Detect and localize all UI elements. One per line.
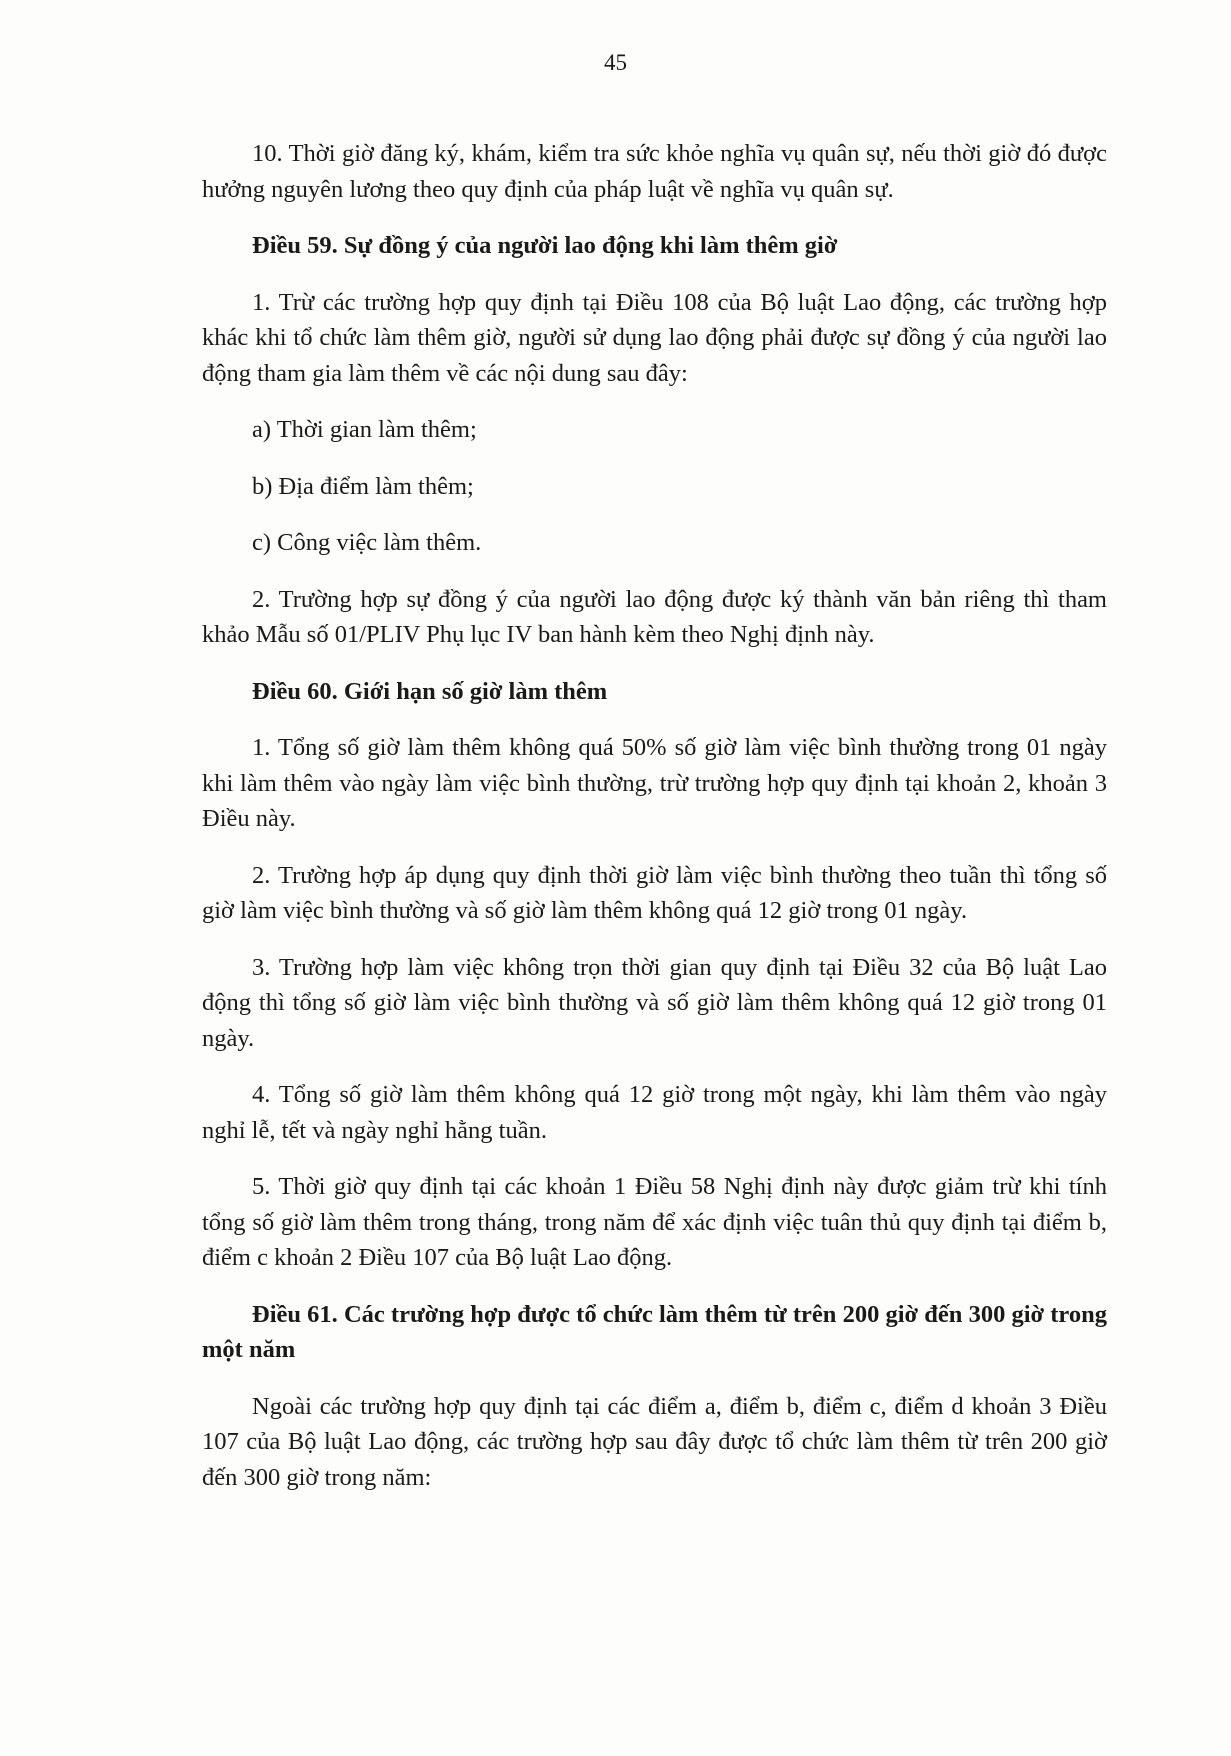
list-item-b: b) Địa điểm làm thêm; — [252, 472, 474, 500]
list-item-a: a) Thời gian làm thêm; — [252, 416, 477, 443]
document-body — [202, 136, 1107, 1516]
paragraph-dieu-60-khoan-3: 3. Trường hợp làm việc không trọn thời gian quy định tại Điều 32 của Bộ luật Lao động thì tổng số giờ làm việc bình thường và số giờ làm thêm không quá 12 giờ trong 01 ngày. — [202, 953, 1107, 1052]
paragraph-dieu-59-khoan-2: 2. Trường hợp sự đồng ý của người lao động được ký thành văn bản riêng thì tham khảo Mẫu số 01/PLIV Phụ lục IV ban hành kèm theo Nghị định này. — [202, 585, 1107, 648]
heading-dieu-59: Điều 59. Sự đồng ý của người lao động khi làm thêm giờ — [252, 232, 838, 259]
heading-dieu-60: Điều 60. Giới hạn số giờ làm thêm — [252, 677, 608, 705]
page-number: 45 — [604, 50, 627, 75]
paragraph-dieu-59-khoan-1: 1. Trừ các trường hợp quy định tại Điều 108 của Bộ luật Lao động, các trường hợp khác khi tổ chức làm thêm giờ, người sử dụng lao động phải được sự đồng ý của người lao động tham gia làm thêm về các nội dung sau đây: — [202, 288, 1107, 387]
paragraph-dieu-60-khoan-5: 5. Thời giờ quy định tại các khoản 1 Điều 58 Nghị định này được giảm trừ khi tính tổng số giờ làm thêm trong tháng, trong năm để xác định việc tuân thủ quy định tại điểm b, điểm c khoản 2 Điều 107 của Bộ luật Lao động. — [202, 1173, 1107, 1271]
paragraph-khoan-10: 10. Thời giờ đăng ký, khám, kiểm tra sức khỏe nghĩa vụ quân sự, nếu thời giờ đó được hưởng nguyên lương theo quy định của pháp luật về nghĩa vụ quân sự. — [202, 140, 1107, 203]
paragraph-dieu-61-intro: Ngoài các trường hợp quy định tại các điểm a, điểm b, điểm c, điểm d khoản 3 Điều 107 của Bộ luật Lao động, các trường hợp sau đây được tổ chức làm thêm từ trên 200 giờ đến 300 giờ trong năm: — [202, 1392, 1107, 1491]
paragraph-dieu-60-khoan-2: 2. Trường hợp áp dụng quy định thời giờ làm việc bình thường theo tuần thì tổng số giờ làm việc bình thường và số giờ làm thêm không quá 12 giờ trong 01 ngày. — [202, 861, 1107, 924]
heading-dieu-61: Điều 61. Các trường hợp được tổ chức làm thêm từ trên 200 giờ đến 300 giờ trong một năm — [202, 1300, 1107, 1363]
list-item-c: c) Công việc làm thêm. — [252, 529, 482, 556]
paragraph-dieu-60-khoan-1: 1. Tổng số giờ làm thêm không quá 50% số giờ làm việc bình thường trong 01 ngày khi làm thêm vào ngày làm việc bình thường, trừ trường hợp quy định tại khoản 2, khoản 3 Điều này. — [202, 734, 1107, 832]
paragraph-dieu-60-khoan-4: 4. Tổng số giờ làm thêm không quá 12 giờ trong một ngày, khi làm thêm vào ngày nghỉ lễ, tết và ngày nghỉ hằng tuần. — [202, 1081, 1107, 1144]
